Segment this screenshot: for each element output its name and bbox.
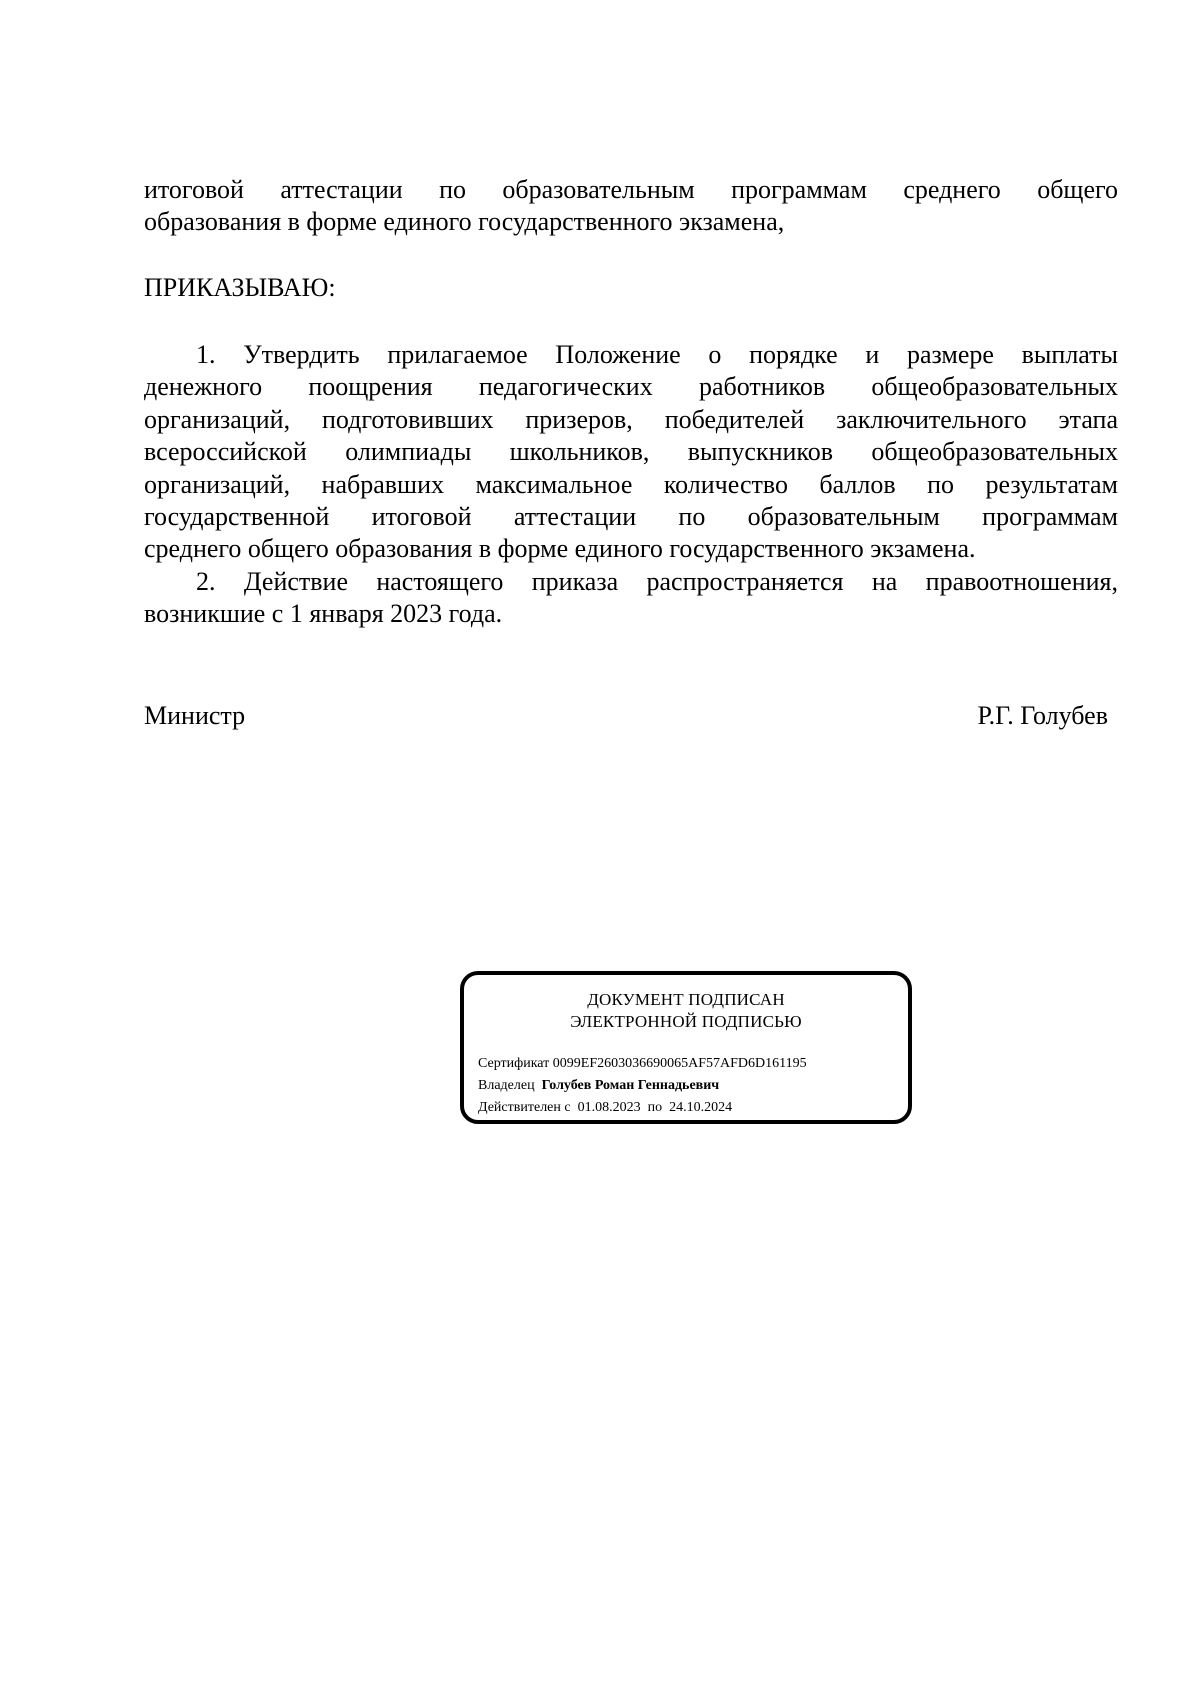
electronic-signature-stamp [460,971,912,1124]
stamp-valid-to-label: по [647,1100,663,1115]
stamp-owner-value: Голубев Роман Геннадьевич [541,1078,720,1093]
item2-line-1: 2. Действие настоящего приказа распространяется на правоотношения, [196,567,1118,596]
order-item-1 [144,339,1118,566]
signatory-name: Р.Г. Голубев [977,701,1108,730]
item1-line-3: организаций, подготовивших призеров, победителей заключительного этапа [144,404,1118,434]
order-heading: ПРИКАЗЫВАЮ: [144,273,336,302]
intro-paragraph [144,174,1118,239]
stamp-owner-line [478,1077,719,1095]
item1-line-4: всероссийской олимпиады школьников, выпускников общеобразовательных [144,437,1118,467]
stamp-validity-line [478,1099,732,1117]
item1-line-5: организаций, набравших максимальное количество баллов по результатам [144,469,1118,499]
stamp-owner-label: Владелец [478,1078,535,1093]
stamp-title-line-2: ЭЛЕКТРОННОЙ ПОДПИСЬЮ [570,1012,802,1031]
stamp-valid-from: 01.08.2023 [577,1100,641,1115]
item1-line-7: среднего общего образования в форме единого государственного экзамена. [144,534,976,564]
intro-line-1: итоговой аттестации по образовательным программам среднего общего [144,175,1118,204]
stamp-valid-label: Действителен с [478,1100,571,1115]
stamp-title-line-1: ДОКУМЕНТ ПОДПИСАН [587,990,785,1009]
stamp-title [464,989,908,1033]
stamp-valid-to: 24.10.2024 [669,1100,733,1115]
item1-line-1: 1. Утвердить прилагаемое Положение о порядке и размере выплаты [196,340,1118,369]
order-item-2 [144,566,1118,631]
stamp-certificate-label: Сертификат [478,1056,550,1071]
item1-line-2: денежного поощрения педагогических работников общеобразовательных [144,372,1118,402]
stamp-certificate-value: 0099EF2603036690065AF57AFD6D161195 [552,1056,807,1071]
signatory-role: Министр [144,701,246,730]
item2-line-2: возникшие с 1 января 2023 года. [144,599,503,629]
intro-line-2: образования в форме единого государственного экзамена, [144,207,785,237]
item1-line-6: государственной итоговой аттестации по образовательным программам [144,502,1118,532]
stamp-certificate-line [478,1055,807,1073]
